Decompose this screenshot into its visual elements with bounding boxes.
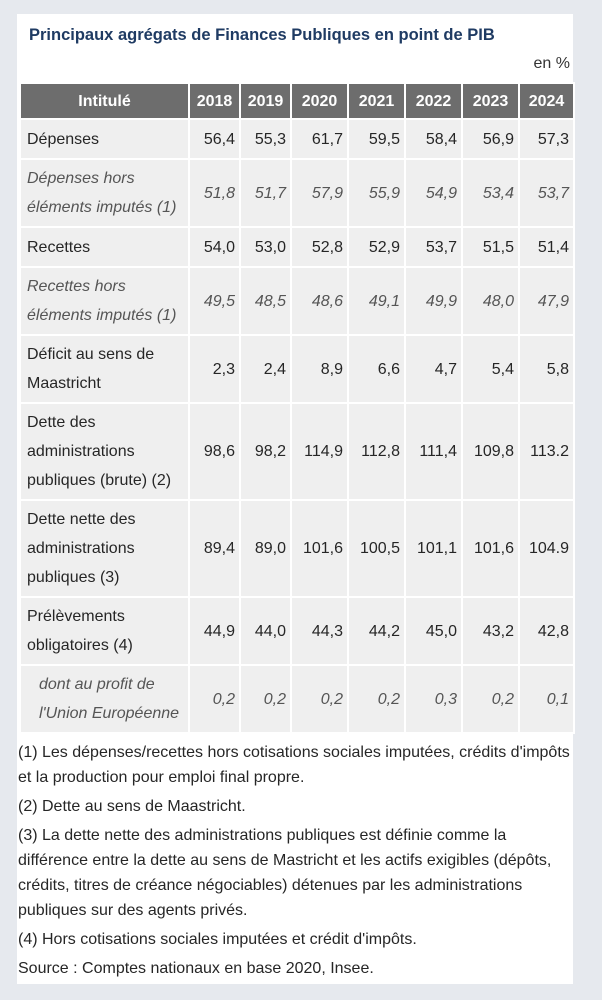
table-cell: 53,0 (240, 227, 291, 267)
table-cell: 104.9 (519, 500, 574, 597)
table-cell: 89,4 (189, 500, 240, 597)
table-cell: 56,4 (189, 119, 240, 159)
table-row (20, 665, 574, 733)
table-row (20, 403, 574, 500)
table-cell: 0,2 (189, 665, 240, 733)
table-cell: 57,3 (519, 119, 574, 159)
table-cell: 55,3 (240, 119, 291, 159)
table-cell: 48,0 (462, 267, 519, 335)
header-cell: 2019 (240, 83, 291, 119)
table-cell: 100,5 (348, 500, 405, 597)
table-row (20, 335, 574, 403)
table-cell: 49,9 (405, 267, 462, 335)
row-label: Prélèvements obligatoires (4) (20, 597, 189, 665)
header-cell: Intitulé (20, 83, 189, 119)
table-cell: 55,9 (348, 159, 405, 227)
table-cell: 51,8 (189, 159, 240, 227)
row-label: Déficit au sens de Maastricht (20, 335, 189, 403)
footnote: (4) Hors cotisations sociales imputées et crédit d'impôts. (18, 931, 417, 948)
table-cell: 45,0 (405, 597, 462, 665)
table-cell: 0,2 (240, 665, 291, 733)
table-cell: 0,1 (519, 665, 574, 733)
table-row (20, 119, 574, 159)
table-row (20, 267, 574, 335)
table-cell: 51,4 (519, 227, 574, 267)
table-row (20, 597, 574, 665)
table-cell: 53,4 (462, 159, 519, 227)
table-cell: 43,2 (462, 597, 519, 665)
finance-table (19, 82, 575, 734)
table-cell: 57,9 (291, 159, 348, 227)
footnote: (3) La dette nette des administrations publiques est définie comme la différence entre la dette au sens de Mastricht et les actifs exigibles (dépôts, crédits, titres de créance négociables) détenues par les administrations publiques sur des agents privés. (18, 827, 552, 919)
row-label: Dépenses (20, 119, 189, 159)
table-cell: 98,2 (240, 403, 291, 500)
table-cell: 48,6 (291, 267, 348, 335)
table-cell: 42,8 (519, 597, 574, 665)
table-cell: 44,9 (189, 597, 240, 665)
table-cell: 0,2 (348, 665, 405, 733)
table-cell: 8,9 (291, 335, 348, 403)
table-cell: 61,7 (291, 119, 348, 159)
table-cell: 44,3 (291, 597, 348, 665)
table-cell: 48,5 (240, 267, 291, 335)
table-cell: 113.2 (519, 403, 574, 500)
header-cell: 2022 (405, 83, 462, 119)
table-cell: 44,0 (240, 597, 291, 665)
row-label: Dette des administrations publiques (brute) (2) (20, 403, 189, 500)
header-cell: 2024 (519, 83, 574, 119)
row-label: Dépenses hors éléments imputés (1) (20, 159, 189, 227)
table-cell: 5,8 (519, 335, 574, 403)
table-cell: 47,9 (519, 267, 574, 335)
table-cell: 109,8 (462, 403, 519, 500)
row-label: Recettes hors éléments imputés (1) (20, 267, 189, 335)
table-cell: 49,1 (348, 267, 405, 335)
table-cell: 89,0 (240, 500, 291, 597)
table-cell: 53,7 (519, 159, 574, 227)
table-cell: 2,3 (189, 335, 240, 403)
unit-label: en % (533, 55, 570, 72)
table-cell: 112,8 (348, 403, 405, 500)
table-row (20, 500, 574, 597)
table-cell: 56,9 (462, 119, 519, 159)
table-cell: 101,1 (405, 500, 462, 597)
source-note: Source : Comptes nationaux en base 2020, Insee. (18, 960, 374, 977)
table-cell: 52,9 (348, 227, 405, 267)
table-cell: 114,9 (291, 403, 348, 500)
footnote: (1) Les dépenses/recettes hors cotisations sociales imputées, crédits d'impôts et la production pour emploi final propre. (18, 744, 570, 786)
table-cell: 59,5 (348, 119, 405, 159)
table-cell: 0,3 (405, 665, 462, 733)
table-cell: 4,7 (405, 335, 462, 403)
table-cell: 5,4 (462, 335, 519, 403)
footnote: (2) Dette au sens de Maastricht. (18, 798, 246, 815)
table-cell: 0,2 (291, 665, 348, 733)
table-cell: 51,7 (240, 159, 291, 227)
content-card (17, 14, 573, 984)
table-cell: 58,4 (405, 119, 462, 159)
table-cell: 98,6 (189, 403, 240, 500)
footnotes (18, 740, 570, 985)
table-cell: 52,8 (291, 227, 348, 267)
header-cell: 2023 (462, 83, 519, 119)
table-cell: 54,9 (405, 159, 462, 227)
table-row (20, 227, 574, 267)
header-cell: 2020 (291, 83, 348, 119)
table-cell: 101,6 (291, 500, 348, 597)
table-cell: 6,6 (348, 335, 405, 403)
table-cell: 111,4 (405, 403, 462, 500)
page-title: Principaux agrégats de Finances Publiques en point de PIB (29, 26, 495, 44)
table-header-row (20, 83, 574, 119)
table-cell: 2,4 (240, 335, 291, 403)
row-label: Recettes (20, 227, 189, 267)
table-cell: 101,6 (462, 500, 519, 597)
row-label: Dette nette des administrations publiques (3) (20, 500, 189, 597)
table-cell: 54,0 (189, 227, 240, 267)
table-cell: 49,5 (189, 267, 240, 335)
table-cell: 51,5 (462, 227, 519, 267)
table-cell: 53,7 (405, 227, 462, 267)
row-label: dont au profit de l'Union Européenne (20, 665, 189, 733)
header-cell: 2021 (348, 83, 405, 119)
header-cell: 2018 (189, 83, 240, 119)
table-cell: 44,2 (348, 597, 405, 665)
table-row (20, 159, 574, 227)
table-cell: 0,2 (462, 665, 519, 733)
